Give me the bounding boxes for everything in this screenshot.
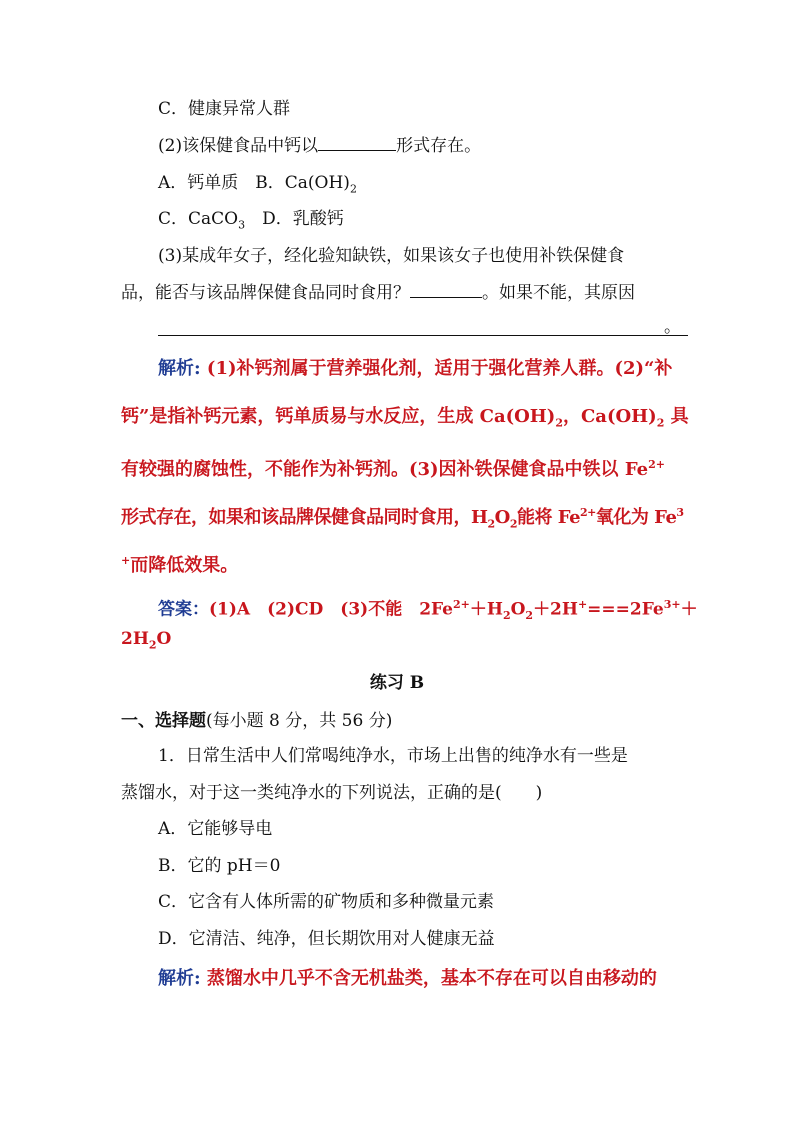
analysis-text: O (494, 507, 510, 528)
question-2-tail: 形式存在。 (396, 136, 482, 156)
superscript: 2+ (453, 598, 470, 611)
analysis-text: 有较强的腐蚀性，不能作为补钙剂。(3)因补铁保健食品中铁以 Fe (121, 459, 649, 480)
analysis-line-2 (121, 406, 689, 435)
answer-text: (1)A (2)CD (3)不能 2Fe (209, 599, 453, 620)
answer-text: O (510, 599, 526, 620)
question-3-line-2 (121, 281, 635, 304)
analysis-line-4 (121, 502, 684, 536)
analysis-line-1 (158, 358, 672, 380)
answer-blank (318, 134, 396, 151)
part-heading-bold: 一、选择题 (121, 711, 206, 731)
analysis-line-5 (121, 550, 238, 577)
answer-text: ＋ (680, 599, 698, 620)
answer-label: 答案： (158, 599, 209, 620)
options-cd-text-2: D．乳酸钙 (245, 209, 344, 229)
q1-option-c: C．它含有人体所需的矿物质和多种微量元素 (158, 892, 495, 912)
answer-line-2 (121, 628, 171, 656)
answer-line (158, 335, 688, 336)
answer-text: O (156, 629, 172, 649)
question-3-text-2: 。如果不能，其原因 (482, 283, 635, 303)
subscript: 3 (238, 218, 246, 232)
option-c: C．健康异常人群 (158, 99, 291, 119)
answer-line-1 (158, 594, 698, 627)
question-2-stem: (2)该保健食品中钙以 (158, 136, 319, 156)
superscript: 3+ (663, 598, 681, 611)
question-2-options-cd (158, 208, 344, 236)
superscript: 2+ (580, 506, 596, 519)
subscript: 2 (487, 517, 495, 531)
analysis-text: 能将 Fe (517, 507, 581, 528)
answer-text: ＋H (469, 599, 503, 620)
answer-text: 2H (121, 629, 149, 649)
subscript: 2 (148, 638, 157, 652)
analysis-label: 解析: (158, 358, 201, 379)
q1-option-a: A．它能够导电 (158, 819, 273, 839)
analysis-text: 蒸馏水中几乎不含无机盐类，基本不存在可以自由移动的 (200, 968, 657, 989)
q1-stem-close: ) (535, 783, 543, 803)
q1-stem-line-1: 1．日常生活中人们常喝纯净水，市场上出售的纯净水有一些是 (158, 746, 628, 766)
subscript: 2 (656, 416, 665, 430)
answer-text: ===2Fe (587, 599, 664, 620)
superscript: 2+ (648, 458, 665, 471)
superscript: 3 (676, 506, 684, 519)
analysis-text: 形式存在，如果和该品牌保健食品同时食用，H (121, 507, 488, 528)
q1-stem-line-2 (121, 782, 542, 804)
subscript: 2 (509, 517, 518, 531)
subscript: 2 (502, 609, 511, 623)
analysis2-line-1 (158, 968, 657, 990)
analysis-text: ，Ca(OH) (562, 406, 657, 427)
question-2 (158, 134, 481, 157)
q1-stem-text: 蒸馏水，对于这一类纯净水的下列说法，正确的是( (121, 783, 502, 803)
part-heading-rest: (每小题 8 分，共 56 分) (206, 711, 393, 731)
answer-blank (410, 281, 482, 298)
analysis-label: 解析: (158, 968, 201, 989)
answer-text: ＋2H (533, 599, 578, 620)
question-3-end-mark: 。 (664, 317, 681, 337)
analysis-text: 而降低效果。 (130, 555, 239, 576)
q1-option-d: D．它清洁、纯净，但长期饮用对人健康无益 (158, 929, 495, 949)
options-cd-text: C．CaCO (158, 209, 239, 229)
question-3-text: 品，能否与该品牌保健食品同时食用？ (121, 283, 410, 303)
superscript: + (121, 554, 131, 567)
question-3-line-1: (3)某成年女子，经化验知缺铁，如果该女子也使用补铁保健食 (158, 246, 625, 266)
options-ab-text: A．钙单质 B．Ca(OH) (158, 173, 350, 193)
analysis-text: 钙”是指补钙元素，钙单质易与水反应，生成 Ca(OH) (121, 406, 556, 427)
part-heading (121, 710, 392, 732)
analysis-text: (1)补钙剂属于营养强化剂，适用于强化营养人群。(2)“补 (200, 358, 673, 379)
subscript: 2 (349, 182, 357, 196)
subscript: 2 (555, 416, 563, 430)
analysis-text: 具 (664, 406, 689, 427)
q1-option-b: B．它的 pH＝0 (158, 856, 281, 876)
subscript: 2 (525, 609, 534, 623)
question-2-options-ab (158, 172, 357, 200)
section-title: 练习 B (369, 673, 425, 693)
analysis-text: 氧化为 Fe (595, 507, 677, 528)
superscript: + (577, 598, 588, 611)
analysis-line-3 (121, 454, 665, 481)
